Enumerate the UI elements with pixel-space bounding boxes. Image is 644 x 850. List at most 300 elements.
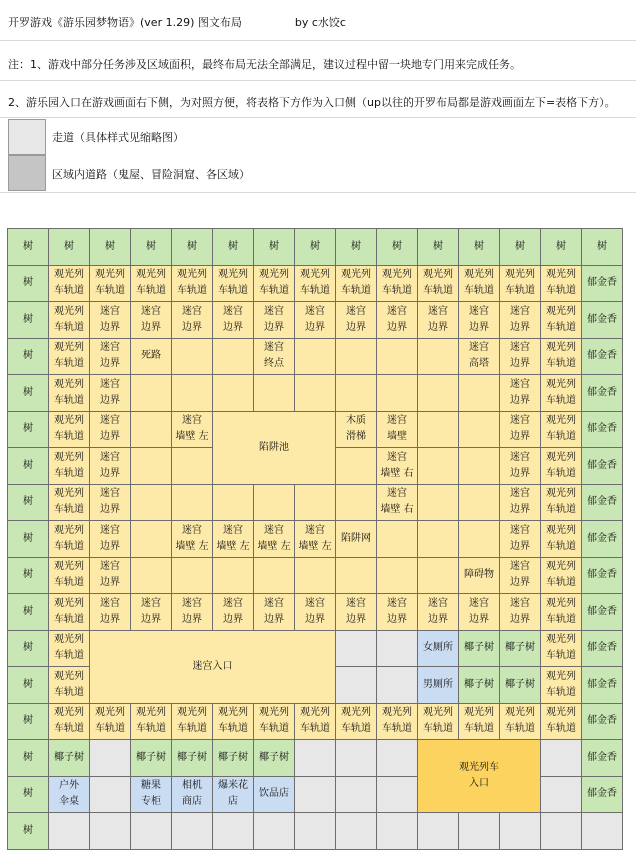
cell-label: 观光列 车轨道: [546, 269, 576, 297]
walkway-cell: [130, 812, 172, 850]
layout-cell: [253, 301, 295, 339]
walkway-cell: [335, 666, 377, 704]
tree-cell: [581, 776, 623, 814]
cell-label: 郁金香: [587, 350, 617, 362]
layout-cell: [376, 338, 418, 376]
tree-cell: [7, 228, 49, 266]
tree-cell: [7, 338, 49, 376]
cell-label: 迷宫 边界: [100, 561, 120, 589]
cell-label: 树: [515, 240, 525, 252]
walkway-cell: [376, 776, 418, 814]
layout-cell: [417, 666, 459, 704]
author-text: by c水饺c: [294, 16, 346, 29]
layout-cell: [171, 338, 213, 376]
cell-label: 椰子树: [505, 642, 535, 654]
layout-cell: [171, 703, 213, 741]
cell-label: 迷宫 墙壁 右: [380, 488, 414, 516]
tree-cell: [7, 520, 49, 558]
cell-label: 郁金香: [587, 788, 617, 800]
cell-label: 椰子树: [54, 751, 84, 763]
cell-label: 迷宫 墙壁 左: [257, 524, 291, 552]
cell-label: 迷宫 边界: [264, 597, 284, 625]
tree-cell: [7, 593, 49, 631]
layout-cell: [171, 374, 213, 412]
tree-cell: [253, 739, 295, 777]
layout-cell: [294, 301, 336, 339]
tree-cell: [7, 703, 49, 741]
tree-cell: [7, 484, 49, 522]
layout-cell: [48, 703, 90, 741]
layout-cell: [89, 593, 131, 631]
cell-label: 观光列 车轨道: [95, 707, 125, 735]
cell-label: 女厕所: [423, 642, 453, 654]
tree-cell: [48, 739, 90, 777]
cell-label: 迷宫 边界: [510, 305, 530, 333]
cell-label: 迷宫 边界: [305, 305, 325, 333]
cell-label: 观光列 车轨道: [54, 305, 84, 333]
cell-label: 观光列 车轨道: [54, 597, 84, 625]
layout-cell: [335, 411, 377, 449]
cell-label: 迷宫 边界: [387, 597, 407, 625]
layout-cell: [48, 265, 90, 303]
tree-cell: [7, 812, 49, 850]
cell-label: 迷宫 边界: [510, 415, 530, 443]
layout-cell: [253, 374, 295, 412]
layout-cell: [89, 630, 336, 704]
tree-cell: [499, 228, 541, 266]
cell-label: 观光列 车轨道: [546, 524, 576, 552]
tree-cell: [581, 666, 623, 704]
layout-cell: [335, 265, 377, 303]
layout-cell: [48, 666, 90, 704]
cell-label: 树: [23, 240, 33, 252]
cell-label: 观光列 车轨道: [423, 707, 453, 735]
layout-cell: [417, 630, 459, 668]
cell-label: 观光列 车轨道: [464, 269, 494, 297]
tree-cell: [335, 228, 377, 266]
walkway-cell: [171, 812, 213, 850]
note-1: 注：1、游戏中部分任务涉及区域面积，最终布局无法全部满足，建议过程中留一块地专门用来完成任务。: [8, 58, 521, 71]
cell-label: 迷宫 边界: [510, 488, 530, 516]
walkway-cell: [540, 739, 582, 777]
layout-cell: [253, 593, 295, 631]
layout-cell: [253, 265, 295, 303]
tree-cell: [581, 484, 623, 522]
cell-label: 树: [23, 824, 33, 836]
layout-cell: [499, 338, 541, 376]
tree-cell: [171, 739, 213, 777]
cell-label: 观光列 车轨道: [546, 634, 576, 662]
tree-cell: [417, 228, 459, 266]
layout-cell: [335, 593, 377, 631]
layout-cell: [376, 593, 418, 631]
layout-cell: [48, 776, 90, 814]
layout-cell: [294, 374, 336, 412]
layout-cell: [212, 411, 336, 485]
layout-cell: [417, 520, 459, 558]
tree-cell: [581, 557, 623, 595]
layout-cell: [212, 776, 254, 814]
cell-label: 郁金香: [587, 423, 617, 435]
layout-cell: [417, 593, 459, 631]
cell-label: 迷宫 边界: [346, 305, 366, 333]
cell-label: 树: [23, 751, 33, 763]
layout-cell: [89, 265, 131, 303]
tree-cell: [458, 630, 500, 668]
layout-cell: [540, 301, 582, 339]
walkway-cell: [89, 739, 131, 777]
layout-cell: [212, 703, 254, 741]
layout-cell: [171, 265, 213, 303]
layout-cell: [376, 520, 418, 558]
cell-label: 迷宫 边界: [305, 597, 325, 625]
layout-cell: [89, 484, 131, 522]
title-text: 开罗游戏《游乐园梦物语》(ver 1.29) 图文布局: [8, 16, 242, 29]
cell-label: 男厕所: [423, 678, 453, 690]
layout-cell: [171, 301, 213, 339]
layout-cell: [171, 447, 213, 485]
layout-cell: [417, 338, 459, 376]
tree-cell: [212, 739, 254, 777]
cell-label: 树: [23, 313, 33, 325]
cell-label: 迷宫 边界: [469, 305, 489, 333]
walkway-cell: [376, 630, 418, 668]
note-2: 2、游乐园入口在游戏画面右下侧，为对照方便，将表格下方作为入口侧（up以往的开罗布局都是游戏画面左下=表格下方）。: [8, 96, 616, 109]
cell-label: 迷宫 边界: [223, 597, 243, 625]
layout-cell: [417, 557, 459, 595]
layout-cell: [212, 484, 254, 522]
tree-cell: [581, 739, 623, 777]
layout-cell: [376, 411, 418, 449]
layout-cell: [130, 484, 172, 522]
walkway-cell: [253, 812, 295, 850]
cell-label: 树: [187, 240, 197, 252]
layout-cell: [335, 484, 377, 522]
legend-label-area-road: 区域内道路（鬼屋、冒险洞窟、各区域）: [52, 168, 250, 181]
layout-cell: [89, 520, 131, 558]
layout-cell: [458, 703, 500, 741]
tree-cell: [7, 630, 49, 668]
cell-label: 郁金香: [587, 386, 617, 398]
layout-cell: [130, 265, 172, 303]
layout-cell: [130, 374, 172, 412]
layout-cell: [458, 265, 500, 303]
cell-label: 观光列 车轨道: [546, 488, 576, 516]
layout-cell: [335, 301, 377, 339]
cell-label: 观光列 车轨道: [341, 269, 371, 297]
legend-label-walkway: 走道（具体样式见缩略图）: [52, 131, 184, 144]
layout-cell: [130, 338, 172, 376]
layout-cell: [294, 484, 336, 522]
tree-cell: [7, 301, 49, 339]
cell-label: 迷宫 边界: [510, 597, 530, 625]
cell-label: 迷宫 边界: [100, 451, 120, 479]
cell-label: 郁金香: [587, 678, 617, 690]
cell-label: 树: [23, 277, 33, 289]
tree-cell: [581, 265, 623, 303]
layout-cell: [458, 301, 500, 339]
tree-cell: [581, 301, 623, 339]
layout-cell: [499, 484, 541, 522]
walkway-cell: [335, 776, 377, 814]
layout-cell: [458, 411, 500, 449]
cell-label: 迷宫 边界: [100, 488, 120, 516]
layout-cell: [253, 776, 295, 814]
cell-label: 迷宫 边界: [141, 305, 161, 333]
cell-label: 树: [23, 605, 33, 617]
cell-label: 观光列 车轨道: [546, 451, 576, 479]
tree-cell: [581, 520, 623, 558]
tree-cell: [581, 228, 623, 266]
cell-label: 观光列 车轨道: [300, 269, 330, 297]
cell-label: 户外 伞桌: [59, 780, 79, 808]
layout-cell: [212, 265, 254, 303]
layout-cell: [171, 593, 213, 631]
cell-label: 观光列 车轨道: [54, 269, 84, 297]
row-divider: [0, 40, 636, 41]
layout-cell: [458, 520, 500, 558]
cell-label: 观光列 车轨道: [259, 269, 289, 297]
tree-cell: [171, 228, 213, 266]
cell-label: 迷宫 边界: [100, 597, 120, 625]
walkway-cell: [335, 739, 377, 777]
cell-label: 糖果 专柜: [141, 780, 161, 808]
layout-cell: [130, 447, 172, 485]
layout-cell: [253, 703, 295, 741]
layout-cell: [89, 374, 131, 412]
tree-cell: [130, 739, 172, 777]
cell-label: 迷宫 墙壁: [387, 415, 407, 443]
cell-label: 树: [23, 459, 33, 471]
layout-cell: [458, 447, 500, 485]
cell-label: 观光列 车轨道: [136, 707, 166, 735]
layout-cell: [335, 374, 377, 412]
cell-label: 郁金香: [587, 715, 617, 727]
cell-label: 迷宫 边界: [100, 415, 120, 443]
cell-label: 树: [269, 240, 279, 252]
walkway-cell: [89, 812, 131, 850]
layout-cell: [458, 557, 500, 595]
tree-cell: [7, 411, 49, 449]
tree-cell: [581, 593, 623, 631]
layout-cell: [335, 520, 377, 558]
cell-label: 饮品店: [259, 788, 289, 800]
cell-label: 迷宫 边界: [182, 305, 202, 333]
cell-label: 郁金香: [587, 642, 617, 654]
cell-label: 树: [351, 240, 361, 252]
tree-cell: [458, 666, 500, 704]
cell-label: 迷宫 边界: [223, 305, 243, 333]
walkway-cell: [335, 630, 377, 668]
cell-label: 观光列 车轨道: [423, 269, 453, 297]
tree-cell: [581, 374, 623, 412]
cell-label: 椰子树: [218, 751, 248, 763]
layout-cell: [294, 593, 336, 631]
cell-label: 树: [23, 715, 33, 727]
layout-cell: [417, 374, 459, 412]
cell-label: 椰子树: [259, 751, 289, 763]
cell-label: 观光列 车轨道: [54, 342, 84, 370]
tree-cell: [7, 374, 49, 412]
cell-label: 树: [23, 532, 33, 544]
layout-cell: [499, 374, 541, 412]
layout-cell: [130, 557, 172, 595]
layout-cell: [48, 630, 90, 668]
cell-label: 观光列 车轨道: [54, 451, 84, 479]
cell-label: 观光列 车轨道: [546, 597, 576, 625]
cell-label: 迷宫 边界: [510, 451, 530, 479]
cell-label: 迷宫 边界: [387, 305, 407, 333]
layout-cell: [376, 447, 418, 485]
cell-label: 迷宫 边界: [510, 524, 530, 552]
cell-label: 迷宫 边界: [510, 561, 530, 589]
cell-label: 树: [23, 496, 33, 508]
cell-label: 观光列 车轨道: [546, 670, 576, 698]
walkway-cell: [89, 776, 131, 814]
cell-label: 迷宫 边界: [182, 597, 202, 625]
layout-cell: [294, 703, 336, 741]
cell-label: 椰子树: [136, 751, 166, 763]
cell-label: 迷宫 边界: [469, 597, 489, 625]
tree-cell: [130, 228, 172, 266]
tree-cell: [581, 630, 623, 668]
cell-label: 爆米花 店: [218, 780, 248, 808]
tree-cell: [212, 228, 254, 266]
cell-label: 观光列 车轨道: [259, 707, 289, 735]
cell-label: 迷宫 边界: [100, 305, 120, 333]
cell-label: 迷宫 边界: [510, 342, 530, 370]
layout-grid: [7, 228, 636, 836]
cell-label: 迷宫 墙壁 左: [175, 524, 209, 552]
cell-label: 树: [23, 423, 33, 435]
layout-cell: [89, 411, 131, 449]
cell-label: 观光列 车轨道: [300, 707, 330, 735]
cell-label: 迷宫 边界: [428, 305, 448, 333]
cell-label: 树: [556, 240, 566, 252]
tree-cell: [499, 666, 541, 704]
walkway-cell: [417, 812, 459, 850]
layout-cell: [540, 520, 582, 558]
cell-label: 椰子树: [464, 642, 494, 654]
layout-cell: [253, 520, 295, 558]
cell-label: 迷宫 边界: [428, 597, 448, 625]
cell-label: 郁金香: [587, 313, 617, 325]
layout-cell: [540, 484, 582, 522]
cell-label: 观光列 车轨道: [546, 305, 576, 333]
tree-cell: [581, 447, 623, 485]
layout-cell: [130, 301, 172, 339]
layout-cell: [540, 666, 582, 704]
layout-cell: [417, 265, 459, 303]
cell-label: 观光列 车轨道: [382, 269, 412, 297]
layout-cell: [540, 447, 582, 485]
cell-label: 郁金香: [587, 277, 617, 289]
tree-cell: [458, 228, 500, 266]
cell-label: 观光列 车轨道: [382, 707, 412, 735]
cell-label: 树: [64, 240, 74, 252]
walkway-cell: [376, 812, 418, 850]
layout-cell: [458, 338, 500, 376]
cell-label: 郁金香: [587, 532, 617, 544]
cell-label: 相机 商店: [182, 780, 202, 808]
tree-cell: [499, 630, 541, 668]
layout-cell: [499, 265, 541, 303]
layout-cell: [130, 411, 172, 449]
cell-label: 死路: [141, 350, 161, 362]
cell-label: 树: [23, 788, 33, 800]
layout-cell: [171, 411, 213, 449]
walkway-cell: [294, 776, 336, 814]
layout-cell: [212, 301, 254, 339]
layout-cell: [499, 557, 541, 595]
layout-cell: [458, 484, 500, 522]
cell-label: 树: [474, 240, 484, 252]
layout-cell: [48, 520, 90, 558]
layout-cell: [48, 301, 90, 339]
layout-cell: [540, 593, 582, 631]
cell-label: 观光列 车轨道: [54, 415, 84, 443]
layout-cell: [294, 338, 336, 376]
layout-cell: [499, 301, 541, 339]
layout-cell: [130, 593, 172, 631]
layout-cell: [212, 520, 254, 558]
cell-label: 树: [23, 569, 33, 581]
layout-cell: [89, 338, 131, 376]
walkway-cell: [581, 812, 623, 850]
cell-label: 迷宫 墙壁 左: [298, 524, 332, 552]
cell-label: 椰子树: [464, 678, 494, 690]
cell-label: 迷宫 边界: [100, 342, 120, 370]
layout-cell: [376, 703, 418, 741]
walkway-cell: [376, 666, 418, 704]
walkway-cell: [294, 812, 336, 850]
cell-label: 障碍物: [464, 569, 494, 581]
cell-label: 郁金香: [587, 605, 617, 617]
cell-label: 陷阱池: [259, 441, 289, 453]
layout-cell: [212, 557, 254, 595]
cell-label: 观光列 车轨道: [54, 707, 84, 735]
cell-label: 观光列 车轨道: [505, 269, 535, 297]
cell-label: 迷宫 边界: [346, 597, 366, 625]
walkway-cell: [540, 776, 582, 814]
layout-cell: [417, 447, 459, 485]
layout-cell: [89, 703, 131, 741]
cell-label: 迷宫 墙壁 左: [175, 415, 209, 443]
layout-cell: [48, 557, 90, 595]
cell-label: 迷宫入口: [192, 660, 233, 672]
cell-label: 观光列车 入口: [459, 762, 499, 789]
cell-label: 迷宫 边界: [510, 378, 530, 406]
layout-cell: [335, 557, 377, 595]
layout-cell: [212, 338, 254, 376]
layout-cell: [48, 484, 90, 522]
layout-cell: [89, 557, 131, 595]
walkway-cell: [458, 812, 500, 850]
layout-cell: [417, 703, 459, 741]
tree-cell: [7, 739, 49, 777]
cell-label: 树: [392, 240, 402, 252]
layout-cell: [417, 301, 459, 339]
layout-cell: [376, 557, 418, 595]
legend-swatch-walkway: [8, 119, 46, 155]
cell-label: 观光列 车轨道: [546, 415, 576, 443]
layout-cell: [171, 557, 213, 595]
layout-cell: [48, 593, 90, 631]
layout-cell: [171, 484, 213, 522]
cell-label: 树: [23, 386, 33, 398]
walkway-cell: [212, 812, 254, 850]
layout-cell: [458, 593, 500, 631]
